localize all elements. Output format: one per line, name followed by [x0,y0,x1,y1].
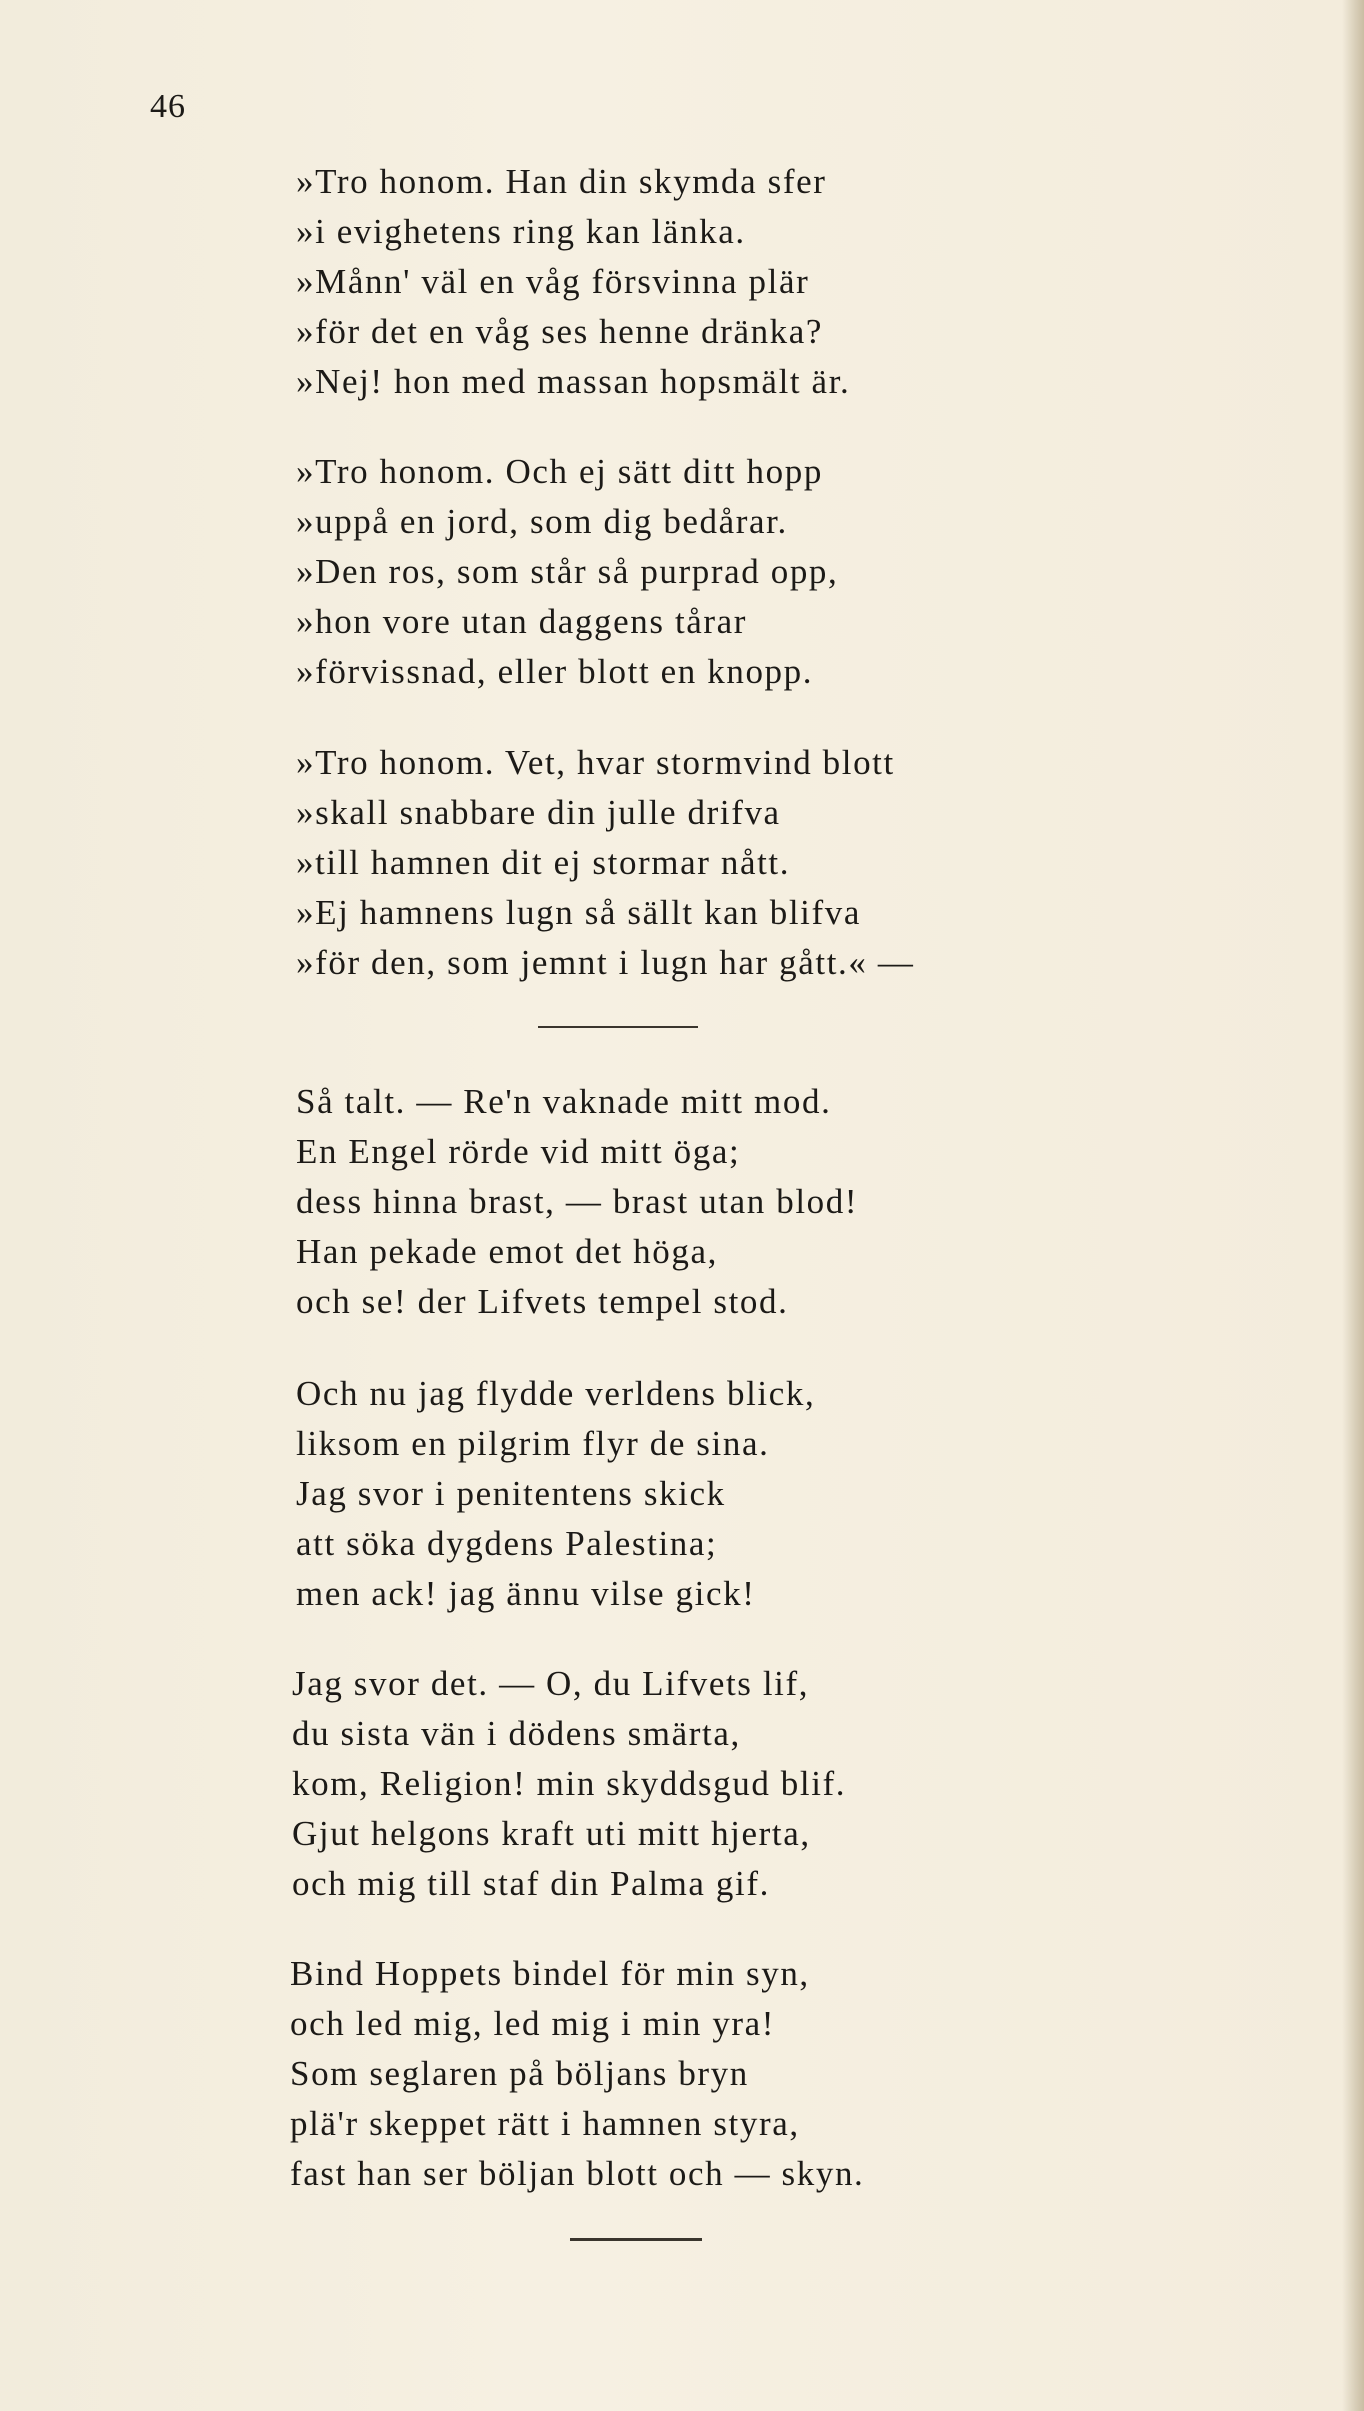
verse-line: och mig till staf din Palma gif. [292,1864,770,1903]
verse-line: »Tro honom. Vet, hvar stormvind blott [296,743,895,782]
verse-line: Och nu jag flydde verldens blick, [296,1374,816,1413]
verse-line: »Tro honom. Och ej sätt ditt hopp [296,452,823,491]
stanza-5 [296,1369,815,1619]
verse-line: och se! der Lifvets tempel stod. [296,1282,789,1321]
verse-line: »Nej! hon med massan hopsmält är. [296,362,851,401]
stanza-3 [296,738,914,988]
verse-line: dess hinna brast, — brast utan blod! [296,1182,859,1221]
verse-line: fast han ser böljan blott och — skyn. [290,2154,865,2193]
stanza-7 [290,1949,864,2199]
page-edge-shadow [1342,0,1364,2411]
verse-line: kom, Religion! min skyddsgud blif. [292,1764,847,1803]
verse-line: »skall snabbare din julle drifva [296,793,781,832]
section-divider [538,1026,698,1028]
verse-line: »Månn' väl en våg försvinna plär [296,262,810,301]
verse-line: »Den ros, som står så purprad opp, [296,552,839,591]
verse-line: du sista vän i dödens smärta, [292,1714,741,1753]
stanza-2 [296,447,838,697]
verse-line: Bind Hoppets bindel för min syn, [290,1954,810,1993]
stanza-4 [296,1077,858,1327]
stanza-6 [292,1659,846,1909]
verse-line: »förvissnad, eller blott en knopp. [296,652,814,691]
verse-line: Jag svor det. — O, du Lifvets lif, [292,1664,810,1703]
verse-line: »till hamnen dit ej stormar nått. [296,843,791,882]
verse-line: plä'r skeppet rätt i hamnen styra, [290,2104,800,2143]
verse-line: »för den, som jemnt i lugn har gått.« — [296,943,915,982]
verse-line: »Ej hamnens lugn så sällt kan blifva [296,893,861,932]
verse-line: Som seglaren på böljans bryn [290,2054,749,2093]
verse-line: »i evighetens ring kan länka. [296,212,746,251]
verse-line: »hon vore utan daggens tårar [296,602,748,641]
verse-line: »uppå en jord, som dig bedårar. [296,502,788,541]
verse-line: Gjut helgons kraft uti mitt hjerta, [292,1814,811,1853]
verse-line: Så talt. — Re'n vaknade mitt mod. [296,1082,832,1121]
verse-line: och led mig, led mig i min yra! [290,2004,776,2043]
verse-line: En Engel rörde vid mitt öga; [296,1132,741,1171]
closing-divider [570,2238,702,2241]
verse-line: att söka dygdens Palestina; [296,1524,718,1563]
verse-line: »för det en våg ses henne dränka? [296,312,824,351]
verse-line: Han pekade emot det höga, [296,1232,718,1271]
stanza-1 [296,157,850,407]
verse-line: men ack! jag ännu vilse gick! [296,1574,756,1613]
verse-line: »Tro honom. Han din skymda sfer [296,162,827,201]
verse-line: liksom en pilgrim flyr de sina. [296,1424,770,1463]
verse-line: Jag svor i penitentens skick [296,1474,726,1513]
page-number: 46 [150,88,186,125]
